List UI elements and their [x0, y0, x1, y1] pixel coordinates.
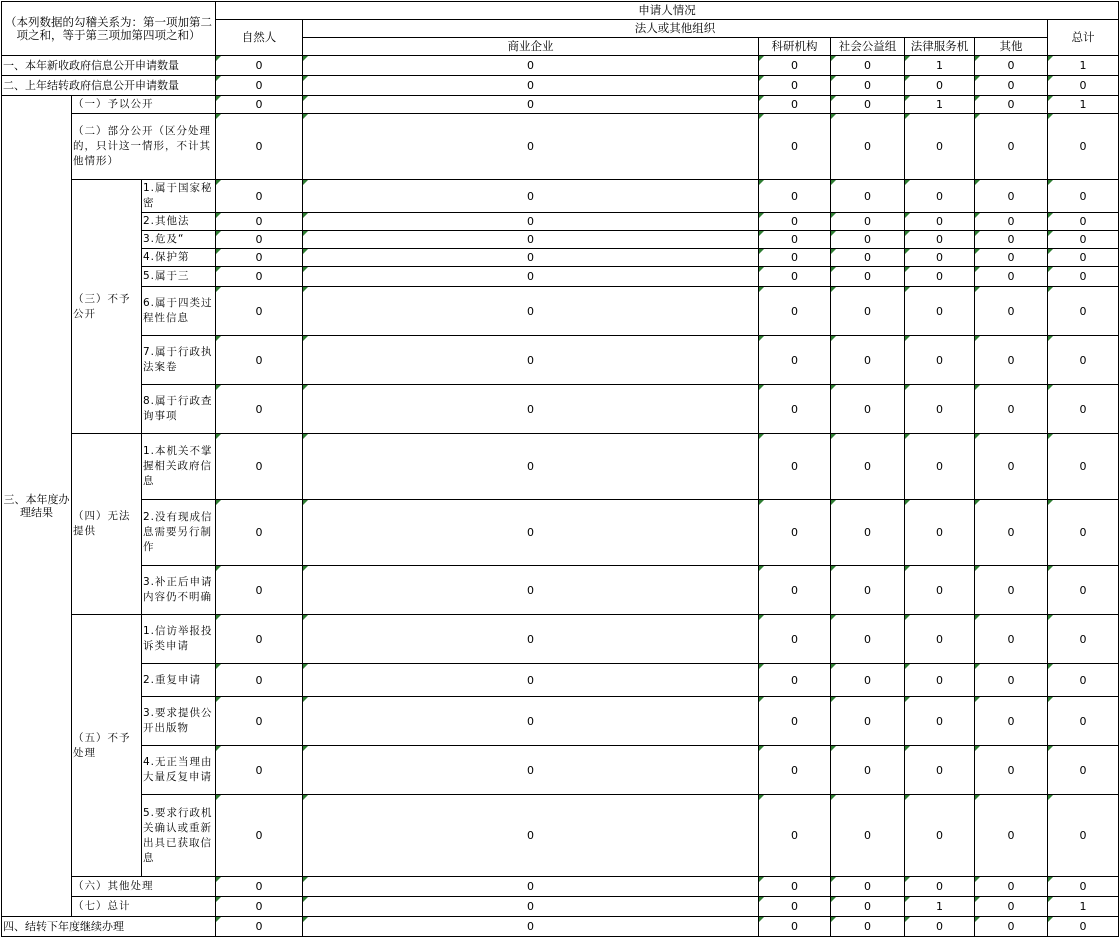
value-cell: 0: [975, 917, 1048, 937]
table-row: [2, 56, 1119, 76]
value-cell: 0: [759, 697, 831, 746]
legal-entity-header: 法人或其他组织: [303, 20, 1048, 38]
value-cell: 0: [975, 336, 1048, 385]
value-cell: 0: [303, 795, 759, 877]
row-label: 7.属于行政执法案卷: [142, 336, 216, 385]
value-cell: 0: [303, 697, 759, 746]
value-cell: 0: [975, 114, 1048, 180]
group-label-no-process: （五）不予处理: [72, 615, 142, 877]
value-cell: 0: [831, 877, 905, 897]
row-label: 5.属于三: [142, 267, 216, 287]
row-label: （六）其他处理: [72, 877, 216, 897]
value-cell: 0: [759, 114, 831, 180]
commercial-header: 商业企业: [303, 38, 759, 56]
value-cell: 0: [831, 615, 905, 664]
value-cell: 1: [1048, 56, 1119, 76]
row-label: 3.危及“: [142, 231, 216, 249]
value-cell: 0: [759, 615, 831, 664]
table-row: [2, 566, 1119, 615]
value-cell: 0: [905, 76, 975, 96]
value-cell: 0: [975, 76, 1048, 96]
value-cell: 0: [831, 434, 905, 500]
value-cell: 0: [831, 231, 905, 249]
value-cell: 0: [831, 746, 905, 795]
value-cell: 0: [303, 213, 759, 231]
value-cell: 0: [303, 287, 759, 336]
row-label: 6.属于四类过程性信息: [142, 287, 216, 336]
value-cell: 0: [831, 267, 905, 287]
value-cell: 0: [1048, 76, 1119, 96]
table-row: [2, 897, 1119, 917]
value-cell: 0: [975, 267, 1048, 287]
value-cell: 0: [905, 917, 975, 937]
value-cell: 1: [905, 96, 975, 114]
value-cell: 0: [303, 76, 759, 96]
note-cell: （本列数据的勾稽关系为：第一项加第二项之和，等于第三项加第四项之和）: [2, 2, 216, 56]
table-body: [2, 2, 1119, 937]
value-cell: 0: [831, 897, 905, 917]
value-cell: 0: [905, 385, 975, 434]
table-row: [2, 287, 1119, 336]
value-cell: 0: [975, 877, 1048, 897]
disclosure-stats-table: [1, 1, 1119, 937]
value-cell: 0: [831, 566, 905, 615]
value-cell: 0: [759, 231, 831, 249]
value-cell: 0: [1048, 231, 1119, 249]
value-cell: 0: [303, 249, 759, 267]
value-cell: 0: [759, 746, 831, 795]
value-cell: 0: [759, 180, 831, 213]
row-label: 四、结转下年度继续办理: [2, 917, 216, 937]
row-label: （七）总计: [72, 897, 216, 917]
value-cell: 0: [759, 434, 831, 500]
value-cell: 0: [216, 385, 303, 434]
value-cell: 0: [905, 664, 975, 697]
row-label: 2.其他法: [142, 213, 216, 231]
table-row: [2, 76, 1119, 96]
value-cell: 0: [216, 287, 303, 336]
value-cell: 0: [831, 697, 905, 746]
value-cell: 0: [975, 746, 1048, 795]
value-cell: 0: [831, 76, 905, 96]
table-row: [2, 664, 1119, 697]
value-cell: 0: [905, 180, 975, 213]
value-cell: 0: [759, 664, 831, 697]
value-cell: 0: [303, 615, 759, 664]
value-cell: 0: [905, 500, 975, 566]
row-label: 5.要求行政机关确认或重新出具已获取信息: [142, 795, 216, 877]
value-cell: 0: [905, 231, 975, 249]
value-cell: 0: [216, 897, 303, 917]
table-row: [2, 385, 1119, 434]
value-cell: 0: [759, 287, 831, 336]
value-cell: 0: [975, 434, 1048, 500]
table-row: [2, 180, 1119, 213]
value-cell: 0: [831, 336, 905, 385]
value-cell: 0: [759, 76, 831, 96]
value-cell: 0: [975, 795, 1048, 877]
value-cell: 0: [975, 249, 1048, 267]
row-label: 4.保护第: [142, 249, 216, 267]
total-header: 总计: [1048, 20, 1119, 56]
group-label-not-open: （三）不予公开: [72, 180, 142, 434]
value-cell: 0: [831, 500, 905, 566]
value-cell: 0: [905, 746, 975, 795]
value-cell: 0: [975, 385, 1048, 434]
group-label-cannot-provide: （四）无法提供: [72, 434, 142, 615]
value-cell: 0: [905, 114, 975, 180]
row-label: 二、上年结转政府信息公开申请数量: [2, 76, 216, 96]
value-cell: 0: [216, 746, 303, 795]
value-cell: 0: [1048, 267, 1119, 287]
value-cell: 0: [303, 96, 759, 114]
row-label: 1.属于国家秘密: [142, 180, 216, 213]
value-cell: 0: [759, 500, 831, 566]
value-cell: 0: [975, 897, 1048, 917]
value-cell: 0: [831, 917, 905, 937]
row-label: 1.信访举报投诉类申请: [142, 615, 216, 664]
value-cell: 0: [303, 746, 759, 795]
value-cell: 0: [831, 287, 905, 336]
value-cell: 0: [1048, 180, 1119, 213]
value-cell: 0: [216, 697, 303, 746]
row-label: （一）予以公开: [72, 96, 216, 114]
table-row: [2, 500, 1119, 566]
row-label: 4.无正当理由大量反复申请: [142, 746, 216, 795]
value-cell: 0: [303, 877, 759, 897]
value-cell: 0: [1048, 697, 1119, 746]
value-cell: 0: [1048, 664, 1119, 697]
value-cell: 0: [759, 566, 831, 615]
value-cell: 0: [1048, 917, 1119, 937]
row-label: 3.要求提供公开出版物: [142, 697, 216, 746]
value-cell: 0: [216, 114, 303, 180]
row-label: 3.补正后申请内容仍不明确: [142, 566, 216, 615]
value-cell: 0: [303, 917, 759, 937]
table-row: [2, 615, 1119, 664]
public-welfare-header: 社会公益组: [831, 38, 905, 56]
value-cell: 1: [1048, 897, 1119, 917]
value-cell: 0: [975, 697, 1048, 746]
value-cell: 0: [905, 697, 975, 746]
table-row: [2, 917, 1119, 937]
table-row: [2, 434, 1119, 500]
value-cell: 0: [1048, 566, 1119, 615]
value-cell: 0: [975, 287, 1048, 336]
table-row: [2, 795, 1119, 877]
value-cell: 0: [303, 56, 759, 76]
value-cell: 0: [216, 664, 303, 697]
table-row: [2, 697, 1119, 746]
value-cell: 0: [759, 96, 831, 114]
value-cell: 0: [303, 267, 759, 287]
value-cell: 0: [831, 795, 905, 877]
table-row: [2, 231, 1119, 249]
value-cell: 0: [975, 213, 1048, 231]
value-cell: 0: [831, 96, 905, 114]
value-cell: 0: [303, 500, 759, 566]
value-cell: 0: [905, 213, 975, 231]
value-cell: 0: [1048, 795, 1119, 877]
table-row: [2, 213, 1119, 231]
value-cell: 0: [216, 434, 303, 500]
value-cell: 0: [216, 76, 303, 96]
value-cell: 0: [759, 249, 831, 267]
value-cell: 0: [975, 56, 1048, 76]
value-cell: 0: [216, 336, 303, 385]
value-cell: 0: [216, 877, 303, 897]
row-label: 2.重复申请: [142, 664, 216, 697]
value-cell: 0: [303, 385, 759, 434]
value-cell: 0: [1048, 213, 1119, 231]
value-cell: 0: [759, 917, 831, 937]
value-cell: 0: [216, 180, 303, 213]
value-cell: 0: [759, 267, 831, 287]
value-cell: 0: [905, 434, 975, 500]
table-row: [2, 336, 1119, 385]
value-cell: 0: [759, 336, 831, 385]
value-cell: 0: [905, 287, 975, 336]
legal-service-header: 法律服务机: [905, 38, 975, 56]
value-cell: 0: [303, 231, 759, 249]
natural-person-header: 自然人: [216, 20, 303, 56]
value-cell: 0: [216, 795, 303, 877]
value-cell: 1: [905, 897, 975, 917]
value-cell: 0: [1048, 114, 1119, 180]
value-cell: 0: [831, 56, 905, 76]
table-row: [2, 96, 1119, 114]
value-cell: 0: [975, 566, 1048, 615]
value-cell: 0: [831, 249, 905, 267]
value-cell: 0: [905, 566, 975, 615]
value-cell: 0: [759, 877, 831, 897]
value-cell: 0: [1048, 746, 1119, 795]
value-cell: 0: [303, 664, 759, 697]
group-label-result: 三、本年度办理结果: [2, 96, 72, 917]
value-cell: 0: [759, 56, 831, 76]
value-cell: 0: [759, 385, 831, 434]
value-cell: 0: [303, 180, 759, 213]
value-cell: 0: [759, 213, 831, 231]
value-cell: 0: [216, 96, 303, 114]
value-cell: 0: [216, 56, 303, 76]
table-row: [2, 746, 1119, 795]
row-label: 2.没有现成信息需要另行制作: [142, 500, 216, 566]
table-row: [2, 249, 1119, 267]
value-cell: 0: [975, 231, 1048, 249]
value-cell: 0: [975, 180, 1048, 213]
value-cell: 0: [1048, 500, 1119, 566]
value-cell: 0: [303, 114, 759, 180]
value-cell: 0: [216, 566, 303, 615]
table-row: [2, 877, 1119, 897]
value-cell: 0: [216, 267, 303, 287]
value-cell: 0: [1048, 249, 1119, 267]
value-cell: 0: [831, 385, 905, 434]
value-cell: 0: [975, 664, 1048, 697]
applicant-header: 申请人情况: [216, 2, 1119, 20]
row-label: 一、本年新收政府信息公开申请数量: [2, 56, 216, 76]
value-cell: 0: [905, 267, 975, 287]
value-cell: 0: [905, 615, 975, 664]
research-header: 科研机构: [759, 38, 831, 56]
value-cell: 1: [905, 56, 975, 76]
value-cell: 0: [831, 114, 905, 180]
value-cell: 0: [216, 231, 303, 249]
value-cell: 0: [905, 877, 975, 897]
value-cell: 0: [303, 566, 759, 615]
value-cell: 0: [905, 795, 975, 877]
other-header: 其他: [975, 38, 1048, 56]
value-cell: 0: [975, 96, 1048, 114]
value-cell: 0: [216, 249, 303, 267]
value-cell: 0: [216, 917, 303, 937]
value-cell: 0: [759, 795, 831, 877]
value-cell: 0: [975, 615, 1048, 664]
value-cell: 0: [1048, 336, 1119, 385]
value-cell: 0: [831, 213, 905, 231]
value-cell: 0: [303, 336, 759, 385]
value-cell: 0: [1048, 615, 1119, 664]
value-cell: 0: [303, 434, 759, 500]
value-cell: 1: [1048, 96, 1119, 114]
value-cell: 0: [303, 897, 759, 917]
row-label: 8.属于行政查询事项: [142, 385, 216, 434]
value-cell: 0: [831, 664, 905, 697]
value-cell: 0: [1048, 877, 1119, 897]
value-cell: 0: [905, 336, 975, 385]
value-cell: 0: [216, 500, 303, 566]
table-row: [2, 114, 1119, 180]
value-cell: 0: [1048, 385, 1119, 434]
table-row: [2, 267, 1119, 287]
value-cell: 0: [975, 500, 1048, 566]
row-label: （二）部分公开（区分处理的，只计这一情形，不计其他情形）: [72, 114, 216, 180]
header-row: [2, 2, 1119, 20]
value-cell: 0: [905, 249, 975, 267]
value-cell: 0: [1048, 434, 1119, 500]
value-cell: 0: [1048, 287, 1119, 336]
value-cell: 0: [759, 897, 831, 917]
value-cell: 0: [831, 180, 905, 213]
value-cell: 0: [216, 615, 303, 664]
value-cell: 0: [216, 213, 303, 231]
row-label: 1.本机关不掌握相关政府信息: [142, 434, 216, 500]
